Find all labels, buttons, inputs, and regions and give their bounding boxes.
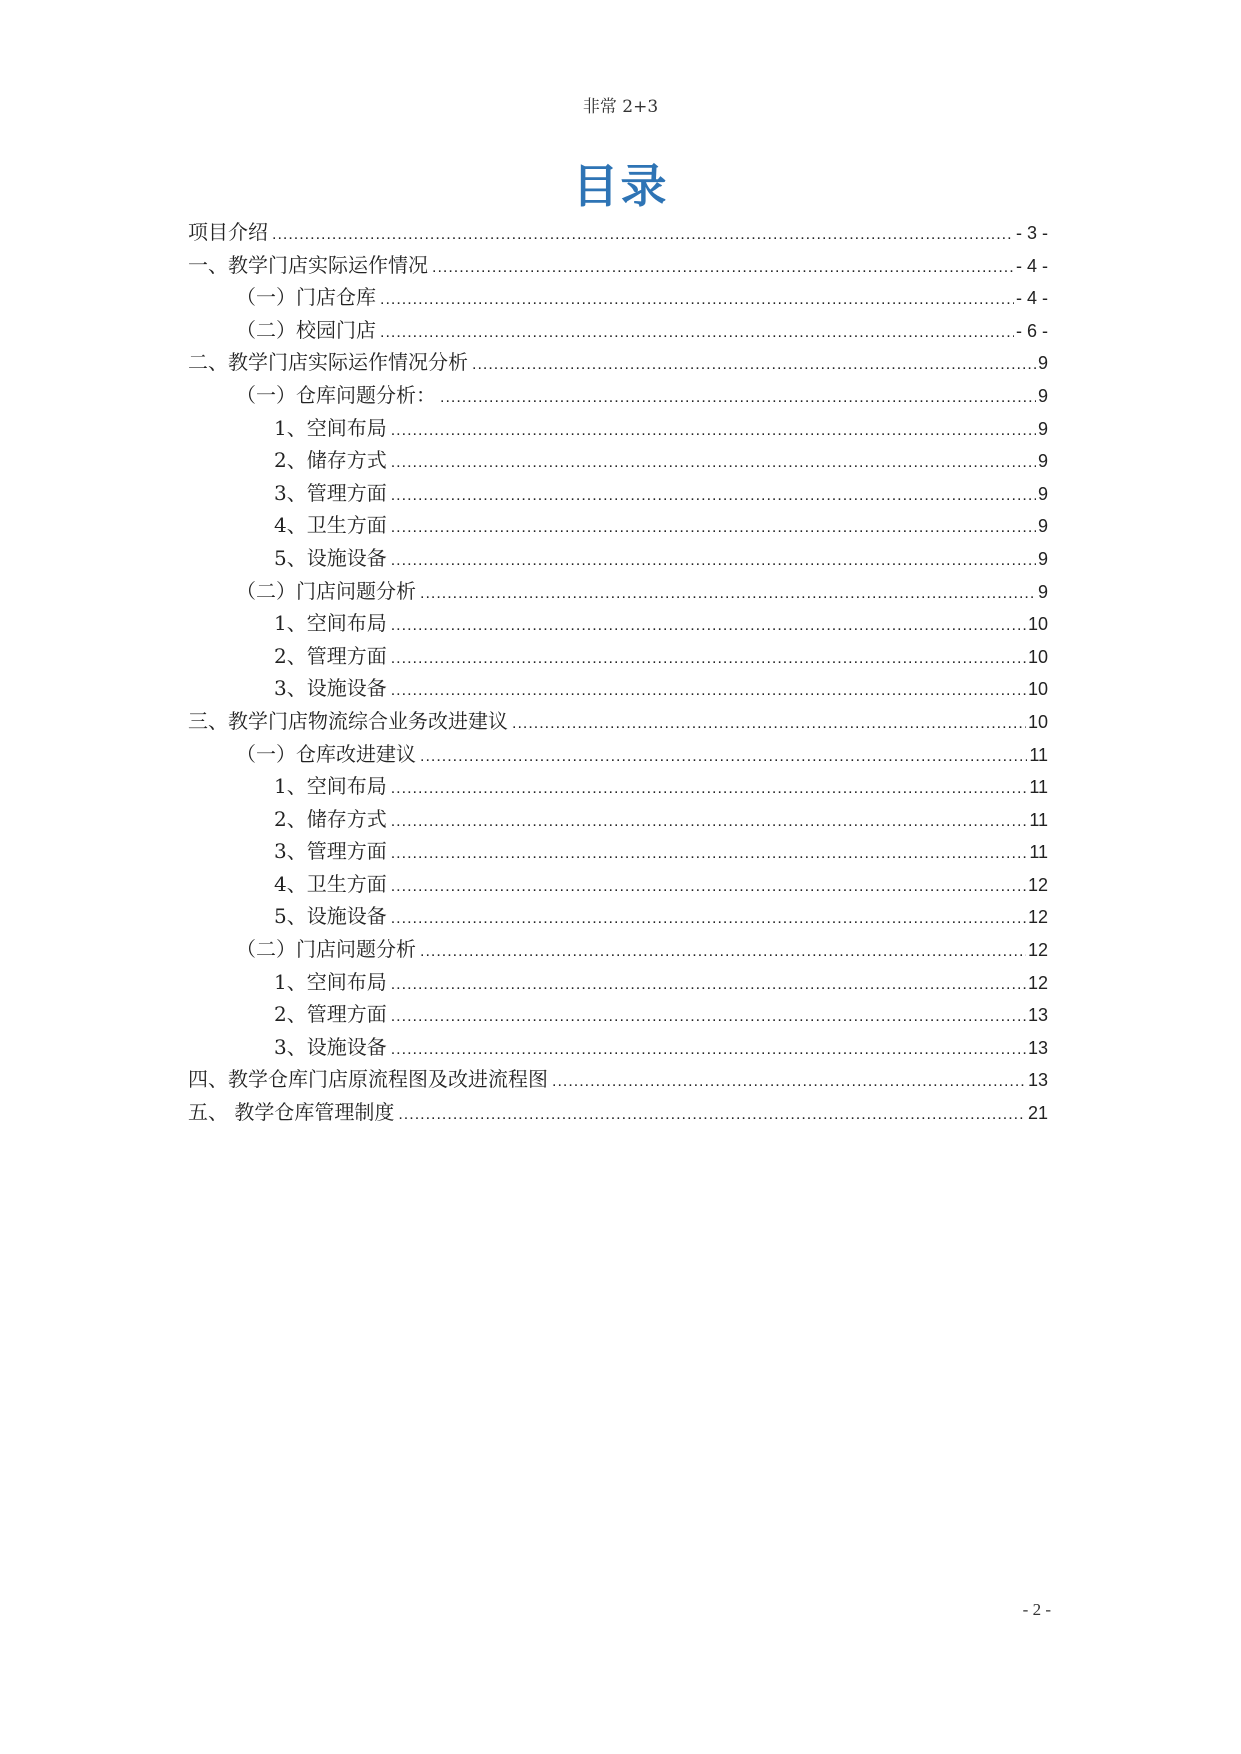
toc-entry-page: 9 [1037,451,1048,472]
toc-dot-leader [391,910,1026,928]
toc-entry[interactable] [188,738,1048,771]
toc-entry-label[interactable]: 2、储存方式 [274,806,387,831]
toc-entry-page: 12 [1027,907,1048,928]
toc-entry-page: 9 [1037,581,1048,602]
toc-entry-page: 11 [1029,777,1048,798]
toc-dot-leader [391,878,1026,896]
toc-entry[interactable] [188,966,1048,999]
toc-dot-leader [391,519,1036,537]
toc-dot-leader [432,259,1014,277]
toc-dot-leader [391,454,1036,472]
toc-entry[interactable] [188,1063,1048,1096]
toc-entry-label[interactable]: 二、教学门店实际运作情况分析 [188,350,468,375]
toc-entry[interactable] [188,575,1048,608]
toc-dot-leader [272,226,1014,244]
toc-entry[interactable] [188,835,1048,868]
toc-entry-page: 9 [1037,418,1048,439]
toc-entry-label[interactable]: （一）门店仓库 [236,285,376,310]
toc-dot-leader [391,845,1028,863]
toc-entry-label[interactable]: （二）校园门店 [236,317,376,342]
toc-entry-page: 9 [1037,353,1048,374]
toc-entry[interactable] [188,933,1048,966]
toc-entry[interactable] [188,444,1048,477]
toc-entry-page: 9 [1037,548,1048,569]
toc-entry-page: 13 [1027,1005,1048,1026]
toc-entry-label[interactable]: 4、卫生方面 [274,513,387,538]
toc-dot-leader [380,324,1014,342]
toc-entry[interactable] [188,1096,1048,1129]
toc-entry[interactable] [188,770,1048,803]
toc-dot-leader [552,1073,1026,1091]
toc-entry[interactable] [188,509,1048,542]
toc-dot-leader [420,585,1036,603]
toc-entry-page: - 4 - [1015,288,1048,309]
toc-entry-page: 11 [1029,744,1048,765]
toc-dot-leader [391,617,1026,635]
toc-entry-label[interactable]: 五、 教学仓库管理制度 [188,1100,395,1125]
toc-entry-page: 11 [1029,809,1048,830]
toc-entry-label[interactable]: 4、卫生方面 [274,871,387,896]
toc-entry[interactable] [188,216,1048,249]
toc-dot-leader [440,389,1036,407]
toc-entry-label[interactable]: 2、管理方面 [274,643,387,668]
toc-entry-page: 10 [1027,646,1048,667]
toc-entry-label[interactable]: 1、空间布局 [274,611,387,636]
toc-dot-leader [398,1106,1026,1124]
toc-entry[interactable] [188,281,1048,314]
toc-entry[interactable] [188,900,1048,933]
toc-entry-page: 9 [1037,385,1048,406]
toc-entry[interactable] [188,705,1048,738]
toc-dot-leader [391,780,1028,798]
toc-entry-label[interactable]: 1、空间布局 [274,415,387,440]
toc-entry-label[interactable]: 1、空间布局 [274,969,387,994]
toc-entry[interactable] [188,998,1048,1031]
toc-dot-leader [420,943,1026,961]
toc-entry-label[interactable]: 2、储存方式 [274,448,387,473]
toc-entry-label[interactable]: 5、设施设备 [274,904,387,929]
toc-entry-page: 10 [1027,614,1048,635]
toc-entry-label[interactable]: 5、设施设备 [274,545,387,570]
toc-entry-label[interactable]: 项目介绍 [188,220,268,244]
toc-entry[interactable] [188,868,1048,901]
toc-entry-page: 13 [1027,1070,1048,1091]
toc-entry-page: - 3 - [1015,223,1048,243]
toc-entry-label[interactable]: （二）门店问题分析 [236,937,416,962]
page-header: 非常 2+3 [582,97,659,117]
toc-entry-label[interactable]: 三、教学门店物流综合业务改进建议 [188,708,508,733]
toc-entry-label[interactable]: 一、教学门店实际运作情况 [188,252,428,277]
toc-entry-label[interactable]: （二）门店问题分析 [236,578,416,603]
toc-entry-page: 9 [1037,516,1048,537]
toc-dot-leader [420,748,1027,766]
toc-entry-page: 12 [1027,972,1048,993]
toc-entry-page: 10 [1027,679,1048,700]
toc-entry-label[interactable]: 3、管理方面 [274,480,387,505]
toc-entry[interactable] [188,1031,1048,1064]
toc-dot-leader [391,1041,1026,1059]
toc-entry[interactable] [188,607,1048,640]
toc-entry[interactable] [188,672,1048,705]
toc-entry[interactable] [188,542,1048,575]
toc-entry-page: - 4 - [1015,255,1048,276]
toc-entry-page: 11 [1029,842,1048,863]
toc-dot-leader [391,487,1036,505]
toc-entry[interactable] [188,640,1048,673]
toc-entry[interactable] [188,249,1048,282]
toc-entry-label[interactable]: （一）仓库问题分析： [236,382,436,407]
toc-dot-leader [391,552,1036,570]
toc-entry[interactable] [188,314,1048,347]
page-number: - 2 - [1022,1600,1051,1619]
toc-entry-page: 12 [1027,874,1048,895]
table-of-contents [188,216,1048,1129]
toc-entry-page: 21 [1027,1103,1048,1124]
toc-entry-page: - 6 - [1015,320,1048,341]
toc-dot-leader [472,356,1036,374]
toc-dot-leader [380,291,1014,309]
toc-dot-leader [391,682,1026,700]
toc-dot-leader [391,422,1036,440]
toc-entry-label[interactable]: 3、设施设备 [274,1034,387,1059]
toc-dot-leader [391,976,1026,994]
toc-dot-leader [391,1008,1026,1026]
toc-entry-page: 12 [1027,940,1048,961]
toc-entry-page: 13 [1027,1037,1048,1058]
toc-dot-leader [391,650,1026,668]
toc-entry[interactable] [188,379,1048,412]
toc-entry-label[interactable]: 1、空间布局 [274,774,387,799]
toc-entry-page: 9 [1037,483,1048,504]
toc-entry-label[interactable]: 2、管理方面 [274,1002,387,1027]
toc-entry-label[interactable]: 3、设施设备 [274,676,387,701]
toc-entry-label[interactable]: （一）仓库改进建议 [236,741,416,766]
toc-entry[interactable] [188,803,1048,836]
toc-dot-leader [512,715,1026,733]
toc-entry-page: 10 [1027,711,1048,732]
toc-dot-leader [391,813,1028,831]
toc-entry-label[interactable]: 3、管理方面 [274,839,387,864]
toc-entry[interactable] [188,412,1048,445]
toc-entry[interactable] [188,477,1048,510]
toc-entry[interactable] [188,346,1048,379]
toc-title: 目录 [572,159,669,213]
toc-entry-label[interactable]: 四、教学仓库门店原流程图及改进流程图 [188,1067,548,1092]
